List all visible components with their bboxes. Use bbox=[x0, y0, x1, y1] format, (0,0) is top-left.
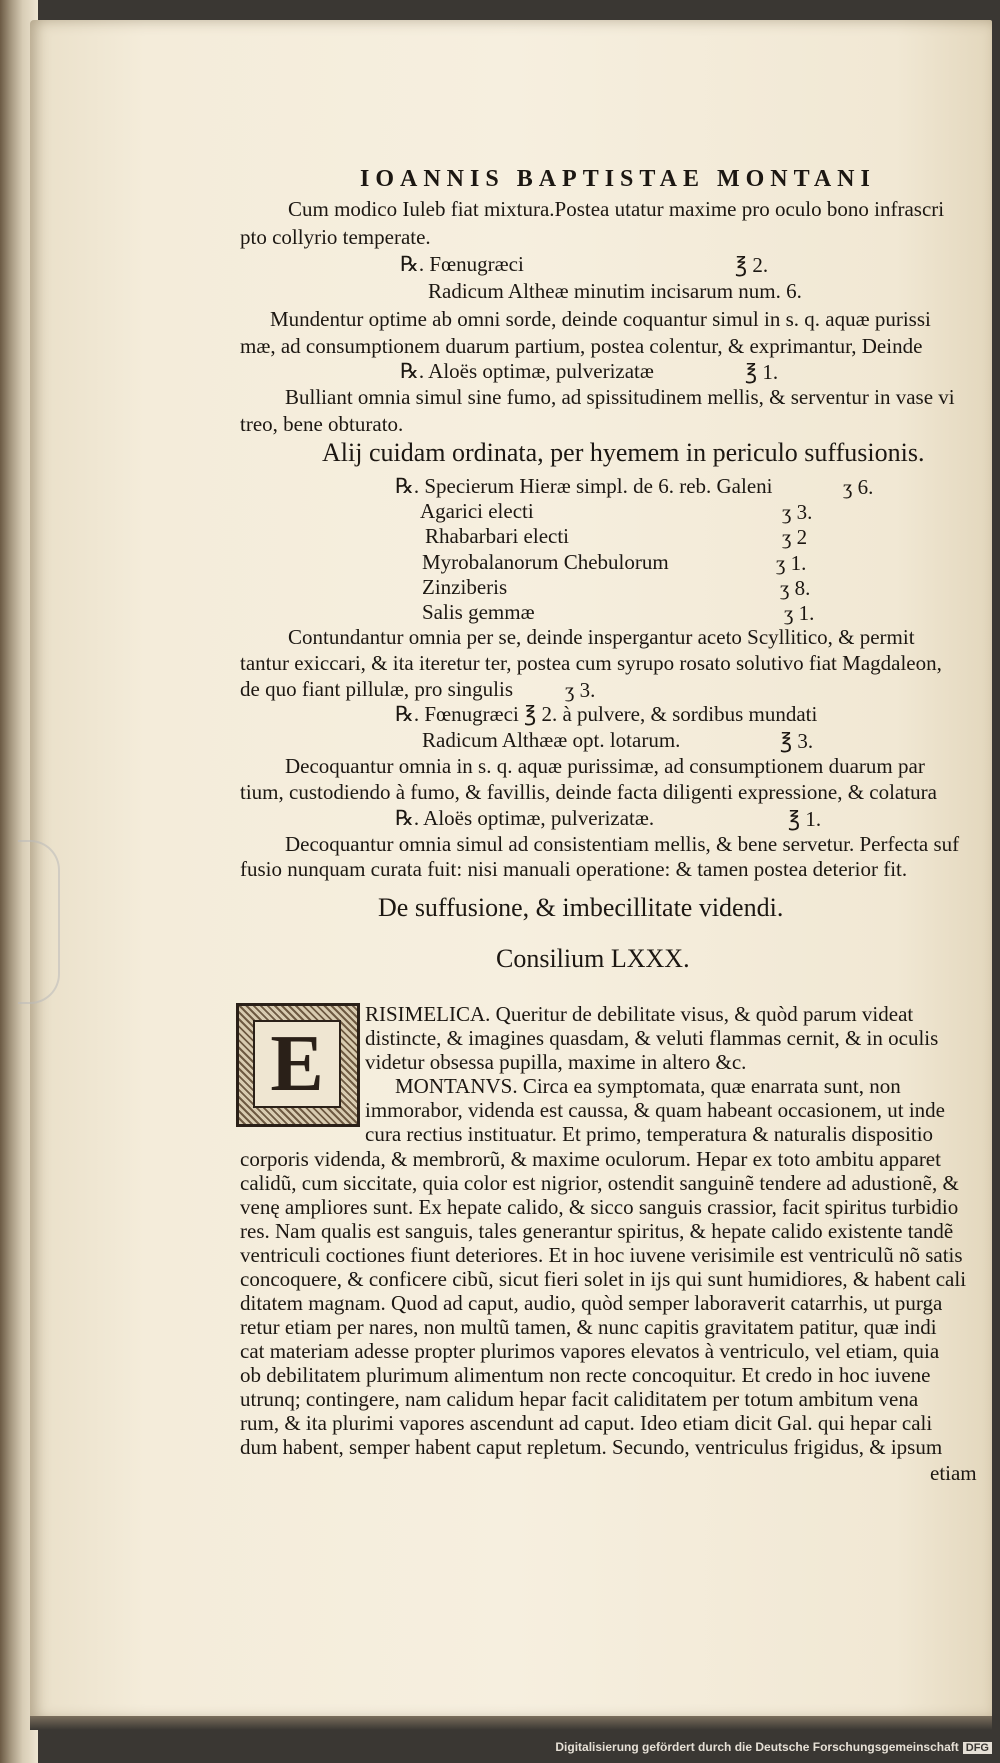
text-line: Radicum Althææ opt. lotarum. bbox=[422, 728, 681, 752]
text-line: Myrobalanorum Chebulorum bbox=[422, 550, 669, 574]
body-line: ventriculi coctiones fiunt deteriores. Et in hoc iuvene verisimile est ventriculũ nõ satis bbox=[240, 1243, 963, 1267]
page-bottom-shadow bbox=[30, 1716, 992, 1730]
consilium-number: Consilium LXXX. bbox=[496, 944, 690, 973]
dose-amount: ℥ 2. bbox=[735, 253, 769, 277]
dose-amount: ʒ 8. bbox=[780, 576, 811, 600]
dose-amount: ʒ 6. bbox=[843, 475, 874, 499]
text-line: ℞. Aloës optimæ, pulverizatæ bbox=[400, 359, 654, 383]
text-line: ℞. Fœnugræci ℥ 2. à pulvere, & sordibus mundati bbox=[395, 702, 818, 726]
body-line: concoquere, & conficere cibũ, sicut fieri solet in ijs qui sunt humidiores, & habent cali bbox=[240, 1267, 967, 1291]
text-line: ℞. Aloës optimæ, pulverizatæ. bbox=[395, 806, 655, 830]
body-line: venę ampliores sunt. Ex hepate calido, & sicco sanguis crassior, facit spiritus turbidio bbox=[240, 1195, 959, 1219]
text-line: mæ, ad consumptionem duarum partium, postea colentur, & exprimantur, Deinde bbox=[240, 334, 923, 358]
running-head: IOANNIS BAPTISTAE MONTANI bbox=[360, 166, 876, 192]
text-line: Radicum Altheæ minutim incisarum num. 6. bbox=[428, 279, 802, 303]
chapter-title: De suffusione, & imbecillitate videndi. bbox=[378, 893, 784, 922]
dose-amount: ℥ 1. bbox=[745, 360, 779, 384]
text-line: Bulliant omnia simul sine fumo, ad spissitudinem mellis, & serventur in vase vi bbox=[285, 385, 955, 409]
text-line: Contundantur omnia per se, deinde inspergantur aceto Scyllitico, & permit bbox=[288, 625, 915, 649]
body-line: retur etiam per nares, non multũ tamen, & nunc capitis gravitatem patitur, quæ indi bbox=[240, 1315, 937, 1339]
body-line: videtur obsessa pupilla, maxime in altero &c. bbox=[365, 1050, 747, 1074]
text-line: Cum modico Iuleb fiat mixtura.Postea utatur maxime pro oculo bono infrascri bbox=[288, 197, 945, 221]
text-line: Mundentur optime ab omni sorde, deinde coquantur simul in s. q. aquæ purissi bbox=[270, 307, 931, 331]
body-line: dum habent, semper habent caput repletum. Secundo, ventriculus frigidus, & ipsum bbox=[240, 1435, 943, 1459]
text-line: Decoquantur omnia in s. q. aquæ purissimæ, ad consumptionem duarum par bbox=[285, 754, 925, 778]
body-line: MONTANVS. Circa ea symptomata, quæ enarrata sunt, non bbox=[395, 1074, 901, 1098]
text-line: pto collyrio temperate. bbox=[240, 225, 431, 249]
text-line: treo, bene obturato. bbox=[240, 412, 404, 436]
body-line: cat materiam adesse propter plurimos vapores elevatos à ventriculo, vel etiam, quia bbox=[240, 1339, 940, 1363]
page-clasp-mark bbox=[18, 840, 60, 1004]
body-line: etiam bbox=[930, 1461, 977, 1485]
text-line: Decoquantur omnia simul ad consistentiam mellis, & bene servetur. Perfecta suf bbox=[285, 832, 960, 856]
body-line: ob debilitatem plurimum alimentum non recte concoquitur. Et credo in hoc iuvene bbox=[240, 1363, 931, 1387]
dose-amount: ʒ 3. bbox=[565, 678, 596, 702]
dose-amount: ʒ 2 bbox=[782, 525, 808, 549]
dose-amount: ʒ 1. bbox=[776, 551, 807, 575]
footer-credit bbox=[555, 1740, 992, 1754]
decorated-initial bbox=[236, 1003, 360, 1127]
footer-text: Digitalisierung gefördert durch die Deutsche Forschungsgemeinschaft bbox=[555, 1740, 959, 1754]
dfg-logo: DFG bbox=[963, 1742, 992, 1754]
body-line: calidũ, cum siccitate, quia color est nigrior, ostendit sanguinẽ tendere ad adustionẽ, & bbox=[240, 1171, 959, 1195]
body-line: RISIMELICA. Queritur de debilitate visus, & quòd parum videat bbox=[365, 1002, 914, 1026]
dose-amount: ʒ 1. bbox=[784, 601, 815, 625]
dose-amount: ℥ 1. bbox=[788, 807, 822, 831]
section-heading: Alij cuidam ordinata, per hyemem in periculo suffusionis. bbox=[322, 438, 925, 467]
body-line: cura rectius instituatur. Et primo, temperatura & naturalis dispositio bbox=[365, 1122, 934, 1146]
dose-amount: ʒ 3. bbox=[782, 500, 813, 524]
text-line: ℞. Fœnugræci bbox=[400, 252, 524, 276]
body-line: rum, & ita plurimi vapores ascendunt ad caput. Ideo etiam dicit Gal. qui hepar cali bbox=[240, 1411, 933, 1435]
text-line: Zinziberis bbox=[422, 575, 508, 599]
text-line: fusio nunquam curata fuit: nisi manuali operatione: & tamen postea deterior fit. bbox=[240, 857, 908, 881]
text-line: Salis gemmæ bbox=[422, 600, 535, 624]
dose-amount: ℥ 3. bbox=[780, 729, 814, 753]
body-line: res. Nam qualis est sanguis, tales generantur spiritus, & hepate calido existente tandẽ bbox=[240, 1219, 954, 1243]
text-line: Rhabarbari electi bbox=[425, 524, 570, 548]
body-line: corporis videnda, & membrorũ, & maxime oculorum. Hepar ex toto ambitu apparet bbox=[240, 1147, 941, 1171]
text-line: tantur exiccari, & ita iteretur ter, postea cum syrupo rosato solutivo fiat Magdaleon, bbox=[240, 651, 942, 675]
text-line: ℞. Specierum Hieræ simpl. de 6. reb. Galeni bbox=[395, 474, 773, 498]
text-line: Agarici electi bbox=[420, 499, 534, 523]
text-line: de quo fiant pillulæ, pro singulis bbox=[240, 677, 513, 701]
body-line: distincte, & imagines quasdam, & veluti flammas cernit, & in oculis bbox=[365, 1026, 939, 1050]
body-line: immorabor, videnda est caussa, & quam habeant occasionem, ut inde bbox=[365, 1098, 945, 1122]
body-line: utrunq; contingere, nam calidum hepar facit caliditatem per totum ambitum vena bbox=[240, 1387, 919, 1411]
body-line: ditatem magnam. Quod ad caput, audio, quòd semper laboraverit catarrhis, ut purga bbox=[240, 1291, 943, 1315]
text-line: tium, custodiendo à fumo, & favillis, deinde facta diligenti expressione, & colatura bbox=[240, 780, 937, 804]
initial-letter: E bbox=[253, 1020, 341, 1108]
